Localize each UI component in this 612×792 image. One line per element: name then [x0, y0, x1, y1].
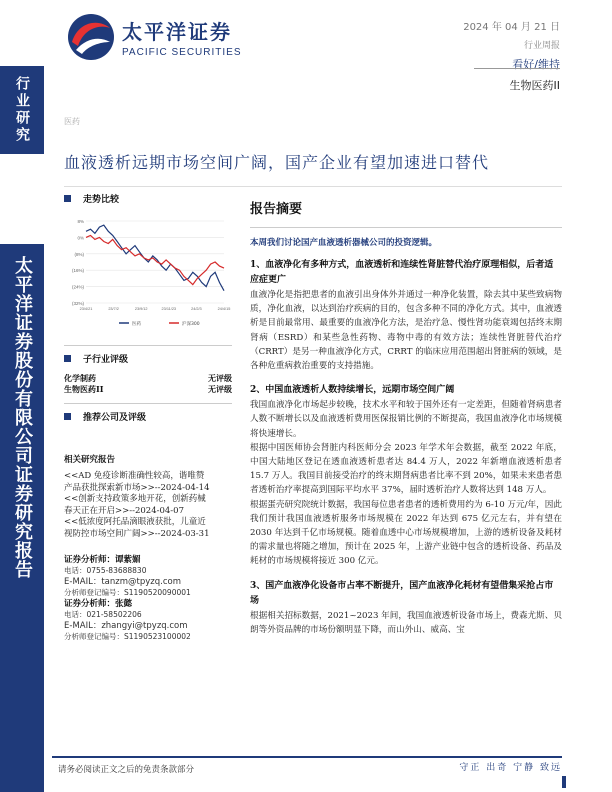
x-tick-label: 23/7/2 — [108, 307, 119, 311]
report-type: 行业周报 — [523, 41, 560, 51]
footer-divider — [52, 756, 562, 758]
rating-divider — [474, 68, 560, 69]
x-tick-label: 24/2/3 — [191, 307, 202, 311]
sidebar-top — [0, 66, 44, 154]
subsector-rating-table — [64, 373, 232, 395]
subsector-rating-heading — [64, 352, 232, 365]
analyst-block — [64, 554, 232, 642]
title-divider — [64, 186, 562, 187]
legend-label: 医药 — [132, 322, 141, 327]
rating-row-value: 无评级 — [208, 384, 232, 394]
point-paragraph: 根据相关招标数据，2021~2023 年间，我国血液透析设备市场上，费森尤斯、贝朗等外资品牌的市场份额明显下降，而山外山、威高、宝 — [250, 610, 562, 635]
point-heading: 2、中国血液透析人数持续增长，远期市场空间广阔 — [250, 385, 455, 396]
x-tick-label: 24/4/15 — [217, 307, 231, 311]
brand-name-cn: 太平洋证券 — [122, 20, 232, 44]
analyst-name: 证券分析师：张懿 — [64, 599, 133, 609]
brand-name-en: PACIFIC SECURITIES — [122, 47, 242, 58]
footer-motto: 守正 出奇 宁静 致远 — [459, 763, 562, 773]
section-marker-icon — [64, 413, 71, 420]
x-tick-label: 23/4/21 — [79, 307, 93, 311]
analyst-cert: 分析师登记编号：S1190520090001 — [64, 587, 191, 597]
sector-name: 生物医药II — [509, 79, 560, 92]
series-line-1 — [86, 235, 224, 284]
logo-mark-icon — [66, 12, 116, 62]
rating-row-name: 生物医药II — [64, 384, 104, 394]
point-heading: 1、血液净化有多种方式，血液透析和连续性肾脏替代治疗原理相似，后者适应症更广 — [250, 260, 554, 285]
point-paragraph: 血液净化是指把患者的血液引出身体外并通过一种净化装置，除去其中某些致病物质，净化血液，以达到治疗疾病的目的，包含多种不同的净化方式。其中，血液透析是目前最常用、最重要的血液净化方法，是治疗急、慢性肾功能衰竭包括终末期肾病（ESRD）和某些急性药物、毒物中毒的有效方法；连续性肾脏替代治疗（CRRT）是另一种血液净化方式，CRRT 的临床应用范围超出肾脏病的领域，是各种危重病救治重要的支持措施。 — [250, 290, 562, 372]
industry-rating: 看好/维持 — [512, 58, 560, 71]
left-column — [64, 192, 232, 642]
related-report-line[interactable]: <<低浓度阿托品滴眼液获批，儿童近 — [64, 517, 206, 527]
rating-row-name: 化学制药 — [64, 373, 96, 383]
divider — [64, 345, 232, 346]
point-paragraph: 根据中国医师协会肾脏内科医师分会 2023 年学术年会数据，截至 2022 年底，中国大陆地区登记在透血液透析患者达 84.4 万人，2022 年新增血液透析患者 15.7 万人。我国目前接受治疗的终末期肾病患者比率不到 20%，如果未来患者患者透析治疗率提高到国际平均水平 37%，届时透析治疗人数将达到 148 万人。 — [250, 442, 562, 496]
brand-logo — [66, 12, 242, 62]
footer-disclaimer: 请务必阅读正文之后的免责条款部分 — [58, 765, 195, 775]
subsector-rating-label: 子行业评级 — [83, 355, 129, 365]
rating-row-value: 无评级 — [208, 373, 232, 383]
related-report-line[interactable]: <<创新支持政策多地开花，创新药械 — [64, 494, 206, 504]
series-line-0 — [86, 225, 224, 291]
section-marker-icon — [64, 195, 71, 202]
y-tick-label: (32%) — [71, 301, 84, 306]
x-tick-label: 23/9/12 — [134, 307, 148, 311]
footer-accent — [562, 776, 566, 788]
analyst-phone: 电话：021-58502206 — [64, 610, 142, 619]
trend-chart — [64, 211, 232, 337]
sidebar-divider — [0, 154, 44, 244]
recommend-heading — [64, 410, 232, 423]
related-report-line[interactable]: <<AD 免疫诊断准确性较高，谐唯赞 — [64, 471, 205, 481]
report-date: 2024 年 04 月 21 日 — [463, 22, 560, 33]
trend-chart-svg — [64, 211, 232, 337]
sidebar-bottom-label: 太平洋证券股份有限公司证券研究报告 — [12, 256, 33, 579]
analyst-phone: 电话：0755-83688830 — [64, 566, 147, 575]
summary-divider — [250, 227, 562, 228]
analyst-cert: 分析师登记编号：S1190523100002 — [64, 631, 191, 641]
point-heading: 3、国产血液净化设备市占率不断提升，国产血液净化耗材有望借集采抢占市场 — [250, 580, 554, 606]
divider — [64, 403, 232, 404]
rating-row — [64, 373, 232, 384]
rating-row — [64, 384, 232, 395]
summary-column — [250, 198, 562, 637]
point-paragraph: 我国血液净化市场起步较晚，技术水平和较于国外还有一定差距，但随着肾病患者人数不断增长以及血液透析费用医保报销比例的不断提高，我国血液净化市场规模将快速增长。 — [250, 400, 562, 439]
related-reports-heading: 相关研究报告 — [64, 455, 116, 465]
analyst-email[interactable]: E-MAIL：zhangyi@tpyzq.com — [64, 620, 188, 631]
trend-heading — [64, 192, 232, 205]
trend-heading-label: 走势比较 — [83, 195, 120, 205]
y-tick-label: (24%) — [71, 284, 84, 290]
analyst-name: 证券分析师：谭紫媚 — [64, 555, 141, 565]
report-meta — [463, 18, 560, 72]
y-tick-label: (8%) — [74, 251, 84, 257]
point-paragraph: 根据蛋壳研究院统计数据，我国每位患者患者的透析费用约为 6-10 万元/年，因此我们预计我国血液透析服务市场规模在 2022 年达到 675 亿元左右，并有望在 2030 年达到千亿市场规模。随着血透中心市场规模增加，上游的透析设备及耗材的需求量也将随之增加，预计在 2025 年，上游产业链中包含的透析设备、药品及耗材的市场规模将接近 300 亿元。 — [250, 499, 562, 567]
y-tick-label: (16%) — [71, 268, 84, 274]
recommend-heading-label: 推荐公司及评级 — [83, 413, 147, 423]
summary-heading: 报告摘要 — [250, 202, 303, 217]
breadcrumb: 医药 — [64, 117, 80, 126]
analyst-email[interactable]: E-MAIL：tanzm@tpyzq.com — [64, 576, 181, 587]
related-reports-list — [64, 471, 232, 540]
x-tick-label: 23/11/23 — [161, 307, 177, 311]
section-marker-icon — [64, 355, 71, 362]
related-report-line[interactable]: 视防控市场空间广阔>>--2024-03-31 — [64, 528, 210, 539]
page-title: 血液透析远期市场空间广阔，国产企业有望加速进口替代 — [64, 153, 490, 172]
sidebar-bottom — [0, 244, 44, 792]
y-tick-label: 0% — [77, 235, 84, 241]
legend-label: 沪深300 — [182, 322, 200, 327]
related-report-line[interactable]: 春天正在开启>>--2024-04-07 — [64, 505, 184, 516]
sidebar-top-label: 行业研究 — [14, 76, 30, 144]
related-report-line[interactable]: 产品获批探索新市场>>--2024-04-14 — [64, 482, 210, 493]
summary-lead: 本周我们讨论国产血液透析器械公司的投资逻辑。 — [250, 238, 438, 248]
y-tick-label: 8% — [77, 219, 84, 224]
